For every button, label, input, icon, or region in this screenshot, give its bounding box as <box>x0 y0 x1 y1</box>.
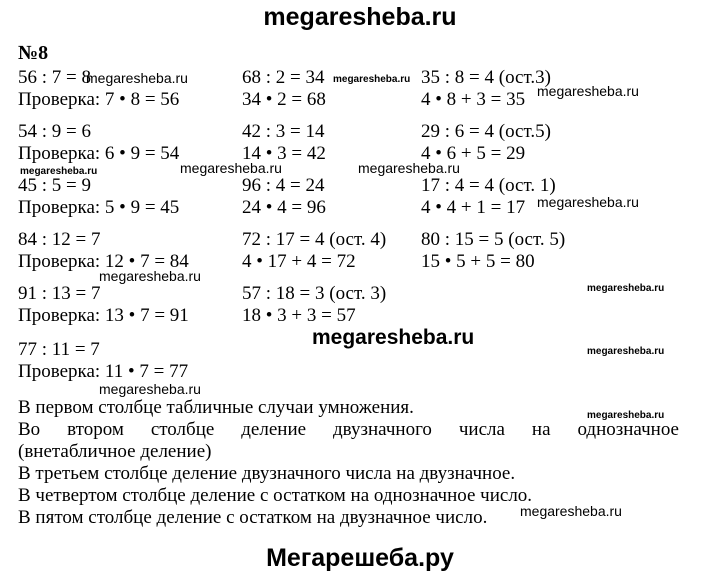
watermark-text: megaresheba.ru <box>333 74 411 85</box>
conclusion-line-2: Во втором столбце деление двузначного числа на однозначное <box>18 419 679 440</box>
conclusion-line-4: В третьем столбце деление двузначного числа на двузначное. <box>18 463 516 484</box>
col2-line-6: 24 • 4 = 96 <box>242 197 326 218</box>
watermark-text: megaresheba.ru <box>180 160 282 176</box>
conclusion-line-1: В первом столбце табличные случаи умножения. <box>18 397 414 418</box>
col2-line-9: 57 : 18 = 3 (ост. 3) <box>242 283 387 304</box>
watermark-text: megaresheba.ru <box>520 503 622 519</box>
site-title-header: megaresheba.ru <box>263 3 457 31</box>
conclusion-line-3: (внетабличное деление) <box>18 441 212 462</box>
col3-line-2: 4 • 8 + 3 = 35 <box>421 89 526 110</box>
col2-line-5: 96 : 4 = 24 <box>242 175 325 196</box>
col1-line-12: Проверка: 11 • 7 = 77 <box>18 361 189 382</box>
col2-line-10: 18 • 3 + 3 = 57 <box>242 305 356 326</box>
col1-line-2: Проверка: 7 • 8 = 56 <box>18 89 180 110</box>
col2-line-1: 68 : 2 = 34 <box>242 67 325 88</box>
col1-line-9: 91 : 13 = 7 <box>18 283 101 304</box>
col3-line-7: 80 : 15 = 5 (ост. 5) <box>421 229 566 250</box>
watermark-text: megaresheba.ru <box>358 160 460 176</box>
col3-line-6: 4 • 4 + 1 = 17 <box>421 197 526 218</box>
col3-line-5: 17 : 4 = 4 (ост. 1) <box>421 175 556 196</box>
conclusion-line-5: В четвертом столбце деление с остатком на однозначное число. <box>18 485 533 506</box>
watermark-text: megaresheba.ru <box>99 268 201 284</box>
col1-line-10: Проверка: 13 • 7 = 91 <box>18 305 189 326</box>
watermark-text: megaresheba.ru <box>537 194 639 210</box>
col1-line-1: 56 : 7 = 8 <box>18 67 91 88</box>
col2-line-2: 34 • 2 = 68 <box>242 89 326 110</box>
col2-line-4: 14 • 3 = 42 <box>242 143 326 164</box>
col1-line-7: 84 : 12 = 7 <box>18 229 101 250</box>
watermark-text: megaresheba.ru <box>587 410 665 421</box>
col3-line-8: 15 • 5 + 5 = 80 <box>421 251 535 272</box>
col3-line-1: 35 : 8 = 4 (ост.3) <box>421 67 551 88</box>
col2-line-3: 42 : 3 = 14 <box>242 121 325 142</box>
watermark-text: megaresheba.ru <box>20 166 98 177</box>
col1-line-11: 77 : 11 = 7 <box>18 339 100 360</box>
task-number: №8 <box>18 42 49 64</box>
watermark-text: megaresheba.ru <box>99 381 201 397</box>
col3-line-3: 29 : 6 = 4 (ост.5) <box>421 121 551 142</box>
col3-line-4: 4 • 6 + 5 = 29 <box>421 143 526 164</box>
col2-line-7: 72 : 17 = 4 (ост. 4) <box>242 229 387 250</box>
conclusion-line-6: В пятом столбце деление с остатком на двузначное число. <box>18 507 488 528</box>
col1-line-3: 54 : 9 = 6 <box>18 121 91 142</box>
col1-line-8: Проверка: 12 • 7 = 84 <box>18 251 189 272</box>
watermark-text: megaresheba.ru <box>587 346 665 357</box>
col1-line-4: Проверка: 6 • 9 = 54 <box>18 143 180 164</box>
site-title-footer: Мегарешеба.ру <box>266 544 454 572</box>
watermark-text: megaresheba.ru <box>312 326 475 349</box>
watermark-text: megaresheba.ru <box>587 283 665 294</box>
col1-line-5: 45 : 5 = 9 <box>18 175 91 196</box>
watermark-text: megaresheba.ru <box>86 70 188 86</box>
col2-line-8: 4 • 17 + 4 = 72 <box>242 251 356 272</box>
watermark-text: megaresheba.ru <box>537 83 639 99</box>
col1-line-6: Проверка: 5 • 9 = 45 <box>18 197 180 218</box>
